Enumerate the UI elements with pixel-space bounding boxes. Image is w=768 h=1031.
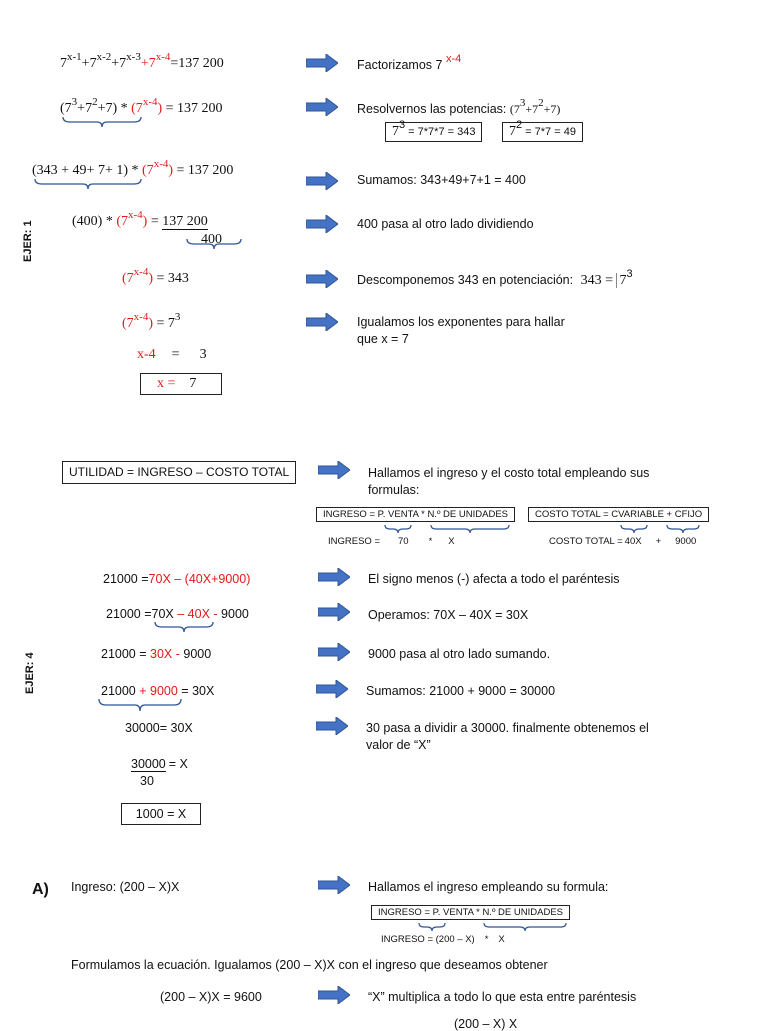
- costo-total-formula-box: COSTO TOTAL = CVARIABLE + CFIJO: [528, 507, 709, 522]
- exa-ingreso-substitution: INGRESO = (200 – X) * X: [381, 934, 505, 945]
- arrow-icon: [318, 643, 350, 661]
- brace-icon: [430, 524, 510, 534]
- exa-note-2: “X” multiplica a todo lo que esta entre paréntesis: [368, 990, 637, 1004]
- ex1-equation-7: x-4 = 3: [137, 347, 207, 362]
- exa-cut-equation: (200 – X) X: [454, 1017, 518, 1031]
- exa-note-1: Hallamos el ingreso empleando su formula:: [368, 880, 609, 894]
- brace-icon: [98, 698, 182, 712]
- exa-ingreso-formula-box: INGRESO = P. VENTA * N.º DE UNIDADES: [371, 905, 570, 920]
- exercise-a-label: A): [32, 881, 49, 898]
- arrow-icon: [318, 568, 350, 586]
- power-box-7-squared: $7^2 = 7*7 = 49$: [502, 122, 583, 142]
- ex4-note-5: Sumamos: 21000 + 9000 = 30000: [366, 684, 556, 698]
- arrow-icon: [318, 986, 350, 1004]
- arrow-icon: [306, 172, 338, 190]
- arrow-icon: [316, 680, 348, 698]
- ex4-fraction-denominator: 30: [140, 774, 154, 788]
- arrow-icon: [306, 98, 338, 116]
- arrow-icon: [306, 215, 338, 233]
- ex1-equation-3: $(343 + 49+ 7+ 1) * (7^{x-4}) = 137$ 200: [32, 158, 234, 178]
- ex1-result-box: x = 7: [140, 373, 222, 395]
- exa-equation-1: (200 – X)X = 9600: [160, 990, 262, 1004]
- brace-icon: [418, 922, 446, 932]
- ex1-equation-1: $7^{x-1}+7^{x-2}+7^{x-3}+7^{x-4}=137$ 200: [60, 51, 224, 71]
- ex4-note-6: 30 pasa a dividir a 30000. finalmente obtenemos el valor de “X”: [366, 721, 649, 752]
- brace-icon: [483, 922, 567, 932]
- brace-icon: [384, 524, 412, 534]
- ex1-equation-5: $(7^{x-4}) = 343$: [122, 266, 189, 286]
- ex4-equation-5: 30000= 30X: [125, 721, 193, 735]
- arrow-icon: [318, 603, 350, 621]
- exa-formulamos: Formulamos la ecuación. Igualamos (200 – X)X con el ingreso que deseamos obtener: [71, 958, 548, 972]
- exercise-4-label: EJER: 4: [24, 652, 36, 694]
- ex4-equation-3: 21000 = 30X - 9000: [101, 647, 212, 661]
- ex4-equation-1: 21000 =70X – (40X+9000): [103, 572, 251, 586]
- brace-icon: [34, 178, 142, 190]
- ex4-result-box: 1000 = X: [121, 803, 201, 825]
- ex1-equation-2: $(7^3+7^2+7) * (7^{x-4}) = 137$ 200: [60, 96, 223, 116]
- utilidad-formula-box: UTILIDAD = INGRESO – COSTO TOTAL: [62, 461, 296, 484]
- ex1-denominator: 400: [201, 232, 222, 247]
- brace-icon: [666, 524, 700, 534]
- arrow-icon: [316, 717, 348, 735]
- ex4-fraction: 30000 = X: [131, 757, 188, 771]
- brace-icon: [62, 116, 142, 128]
- ex4-equation-4: 21000 + 9000 = 30X: [101, 684, 215, 698]
- ingreso-substitution: INGRESO = 70 * X: [328, 536, 455, 547]
- ex1-equation-4: $(400) * (7^{x-4}) = 137$ 200: [72, 209, 208, 229]
- brace-icon: [186, 238, 242, 250]
- ex1-note-5: Descomponemos 343 en potenciación: $343 = 7^3$: [357, 268, 633, 288]
- ex4-note-4: 9000 pasa al otro lado sumando.: [368, 647, 551, 661]
- ex1-note-6: Igualamos los exponentes para hallar que x = 7: [357, 315, 565, 346]
- brace-icon: [620, 524, 648, 534]
- exa-ingreso: Ingreso: (200 – X)X: [71, 880, 180, 894]
- arrow-icon: [318, 876, 350, 894]
- arrow-icon: [306, 313, 338, 331]
- brace-icon: [154, 621, 214, 633]
- arrow-icon: [306, 54, 338, 72]
- ex1-note-1: Factorizamos 7 $^{x-4}$: [357, 53, 462, 72]
- ex1-note-4: 400 pasa al otro lado dividiendo: [357, 217, 534, 231]
- arrow-icon: [306, 270, 338, 288]
- ex4-note-2: El signo menos (-) afecta a todo el paréntesis: [368, 572, 620, 586]
- costo-substitution: COSTO TOTAL = 40X + 9000: [549, 536, 697, 547]
- ingreso-formula-box: INGRESO = P. VENTA * N.º DE UNIDADES: [316, 507, 515, 522]
- ex4-note-1: Hallamos el ingreso y el costo total empleando sus formulas:: [368, 466, 650, 497]
- ex1-note-3: Sumamos: 343+49+7+1 = 400: [357, 173, 526, 187]
- power-box-7-cubed: $7^3 = 7*7*7 = 343$: [385, 122, 482, 142]
- ex4-note-3: Operamos: 70X – 40X = 30X: [368, 608, 529, 622]
- ex1-equation-6: $(7^{x-4}) = 7^3$: [122, 311, 181, 331]
- ex4-equation-2: 21000 =70X – 40X - 9000: [106, 607, 249, 621]
- arrow-icon: [318, 461, 350, 479]
- ex1-note-2: Resolvernos las potencias: $(7^3+7^2+7)$: [357, 97, 561, 116]
- exercise-1-label: EJER: 1: [22, 220, 34, 262]
